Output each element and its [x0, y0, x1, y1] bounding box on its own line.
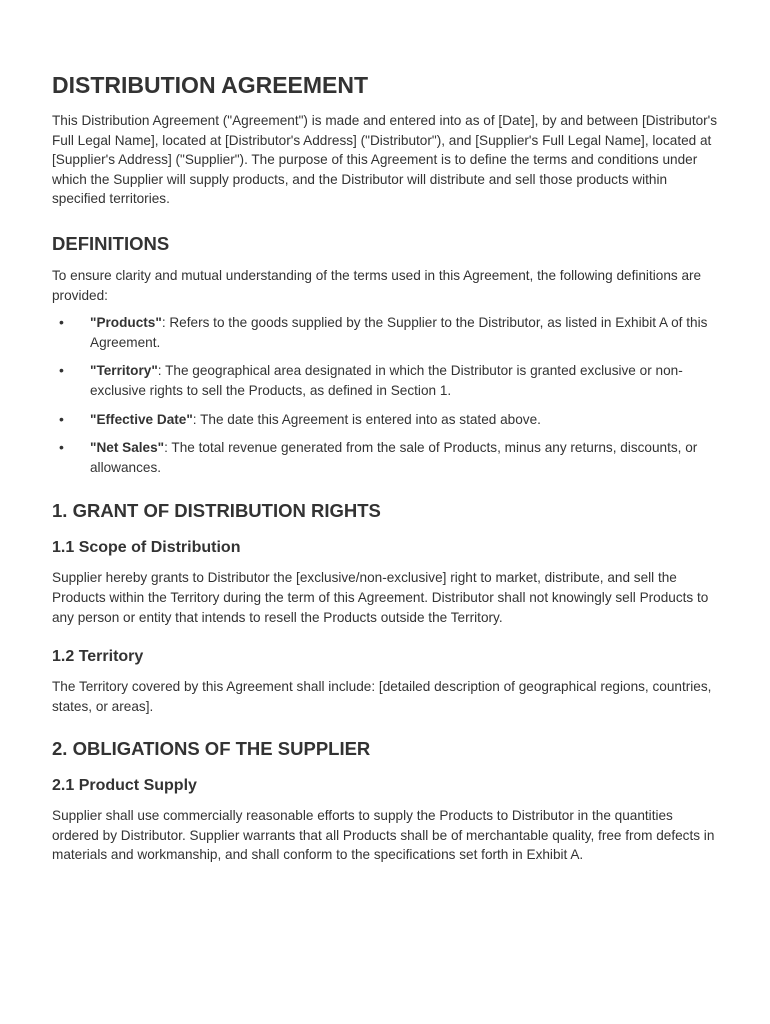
definitions-heading: DEFINITIONS — [52, 232, 170, 254]
definition-item-territory — [52, 361, 722, 400]
definition-item-net-sales — [52, 438, 722, 477]
section-2-heading: 2. OBLIGATIONS OF THE SUPPLIER — [52, 738, 371, 760]
section-1-heading: 1. GRANT OF DISTRIBUTION RIGHTS — [52, 500, 381, 522]
section-2-1-text: Supplier shall use commercially reasonable efforts to supply the Products to Distributor in the quantities ordered by Distributor. Supplier warrants that all Products shall be of merchantable quality, free from defects in materials and workmanship, and shall conform to the specifications set forth in Exhibit A. — [52, 808, 715, 863]
document-page — [52, 70, 722, 865]
definition-item-effective-date — [52, 410, 722, 430]
definition-text: : Refers to the goods supplied by the Supplier to the Distributor, as listed in Exhibit A of this Agreement. — [90, 315, 708, 350]
definition-text: : The total revenue generated from the sale of Products, minus any returns, discounts, or allowances. — [90, 440, 698, 475]
document-title: DISTRIBUTION AGREEMENT — [52, 72, 369, 98]
section-2-1-heading: 2.1 Product Supply — [52, 777, 197, 795]
definitions-lead: To ensure clarity and mutual understanding of the terms used in this Agreement, the following definitions are provided: — [52, 267, 702, 303]
section-1-2-heading: 1.2 Territory — [52, 648, 144, 666]
definition-item-products — [52, 313, 722, 352]
section-1-1-text: Supplier hereby grants to Distributor the [exclusive/non-exclusive] right to market, distribute, and sell the Products within the Territory during the term of this Agreement. Distributor shall not knowingly sell Products to any person or entity that intends to resell the Products outside the Territory. — [52, 570, 709, 625]
definition-term: "Effective Date" — [90, 411, 193, 427]
section-1-1-heading: 1.1 Scope of Distribution — [52, 539, 241, 557]
bullet-icon: • — [59, 410, 64, 427]
definition-term: "Net Sales" — [90, 440, 165, 456]
section-1-2-text: The Territory covered by this Agreement shall include: [detailed description of geographical regions, countries, states, or areas]. — [52, 679, 712, 714]
definition-text: : The date this Agreement is entered into as stated above. — [192, 411, 541, 427]
bullet-icon: • — [59, 362, 64, 379]
bullet-icon: • — [59, 314, 64, 331]
definitions-list — [52, 313, 722, 477]
bullet-icon: • — [59, 439, 64, 456]
intro-paragraph: This Distribution Agreement ("Agreement") is made and entered into as of [Date], by and between [Distributor's Full Legal Name], located at [Distributor's Address] ("Distributor"), and [Supplier's Full Legal Name], located at [Supplier's Address] ("Supplier"). The purpose of this Agreement is to define the terms and conditions under which the Supplier will supply products, and the Distributor will distribute and sell those products within specified territories. — [52, 113, 718, 207]
definition-term: "Products" — [90, 315, 162, 331]
definition-text: : The geographical area designated in which the Distributor is granted exclusive or non-exclusive rights to sell the Products, as defined in Section 1. — [90, 363, 683, 398]
definition-term: "Territory" — [90, 363, 158, 379]
